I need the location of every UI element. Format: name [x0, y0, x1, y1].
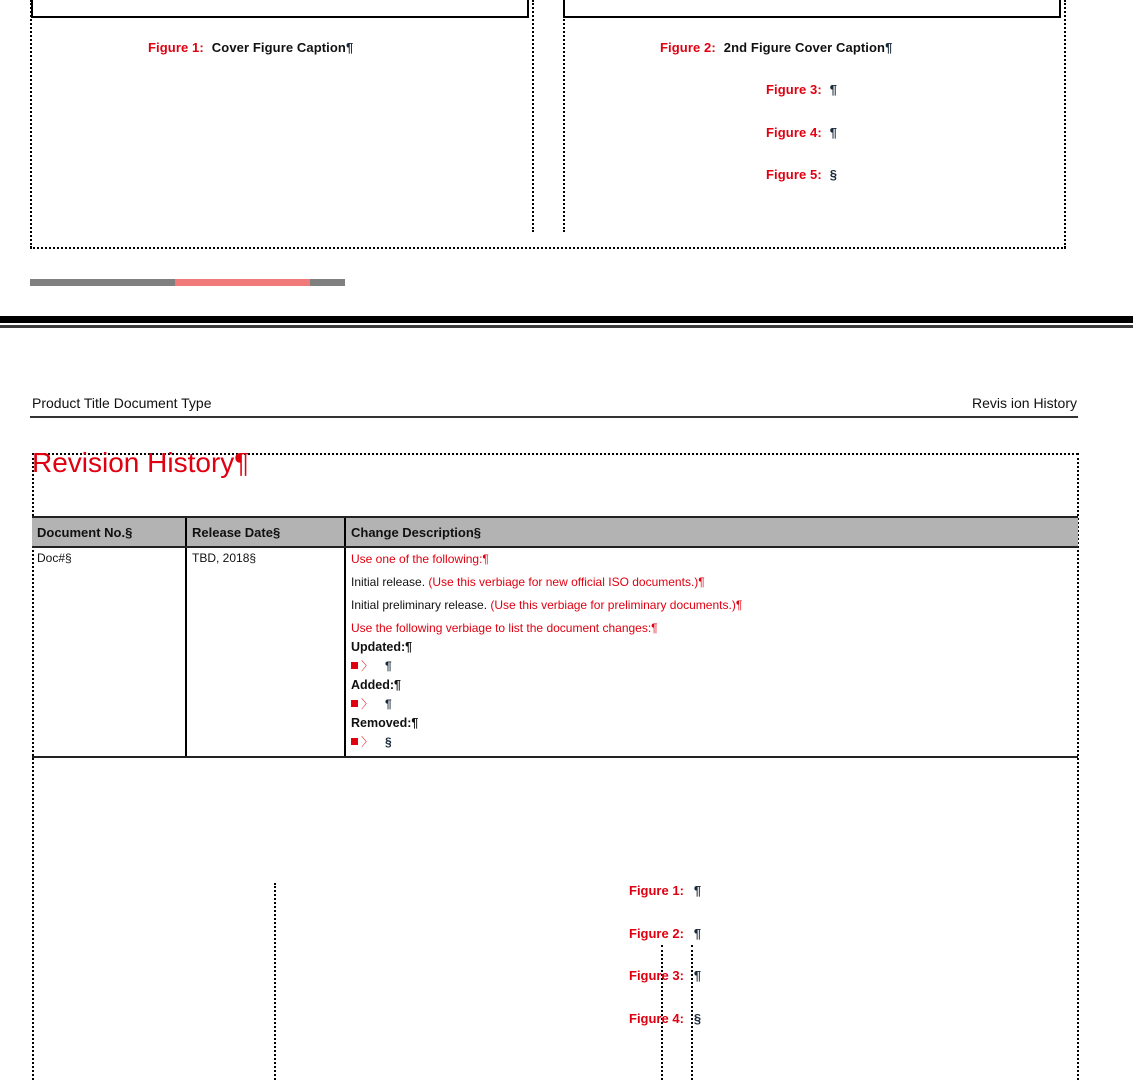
chevron-right-icon: 〉 — [361, 697, 374, 711]
running-header-right: Revis ion History — [971, 395, 1077, 411]
text-boundary-right — [1064, 0, 1066, 248]
column-header-document-no[interactable]: Document No.§ — [32, 517, 186, 547]
cover-figure-frame-2[interactable] — [563, 0, 1061, 18]
running-header-left: Product Title Document Type — [32, 395, 212, 411]
bullet-square-icon — [351, 738, 358, 745]
instruction-text: Use one of the following:¶ — [351, 552, 489, 566]
cell-document-no[interactable]: Doc#§ — [32, 547, 186, 757]
list-instruction-text: Use the following verbiage to list the document changes:¶ — [351, 621, 658, 635]
section-heading-added: Added:¶ — [351, 678, 401, 692]
cover-figure-frame-1[interactable] — [31, 0, 529, 18]
column-boundary-right-start — [563, 0, 565, 232]
cell-release-date[interactable]: TBD, 2018§ — [186, 547, 345, 757]
figure-caption-1[interactable]: Figure 1: ¶ — [629, 883, 702, 898]
column-boundary-left-end — [532, 0, 534, 232]
page-title[interactable]: Revision History¶ — [32, 447, 250, 478]
revision-history-table — [32, 516, 1078, 758]
page-break-divider-thin — [0, 325, 1133, 328]
frame-boundary — [274, 883, 276, 1080]
scroll-position-indicator[interactable] — [30, 279, 345, 286]
option-initial-release: Initial release. (Use this verbiage for new official ISO documents.)¶ — [351, 575, 705, 589]
section-heading-updated: Updated:¶ — [351, 640, 413, 654]
section-heading-removed: Removed:¶ — [351, 716, 419, 730]
header-rule — [30, 416, 1078, 418]
text-boundary-bottom — [30, 247, 1066, 249]
figure-caption-4[interactable]: Figure 4: ¶ — [766, 125, 838, 140]
figure-caption-3[interactable]: Figure 3: ¶ — [766, 82, 838, 97]
column-header-release-date[interactable]: Release Date§ — [186, 517, 345, 547]
scroll-position-highlight — [175, 279, 310, 286]
figure-caption-4[interactable]: Figure 4: § — [629, 1011, 702, 1026]
column-header-change-description[interactable]: Change Description§ — [345, 517, 1078, 547]
page-break-divider — [0, 316, 1133, 323]
chevron-right-icon: 〉 — [361, 659, 374, 673]
table-row — [32, 547, 1078, 757]
figure-caption-5[interactable]: Figure 5: § — [766, 167, 838, 182]
list-item: 〉 § — [351, 734, 1073, 753]
table-header-row — [32, 517, 1078, 547]
figure-caption-2[interactable]: Figure 2: ¶ — [629, 926, 702, 941]
figure-caption-1[interactable]: Figure 1: Cover Figure Caption¶ — [148, 40, 354, 55]
option-preliminary-release: Initial preliminary release. (Use this verbiage for preliminary documents.)¶ — [351, 598, 743, 612]
bullet-square-icon — [351, 700, 358, 707]
list-item: 〉 ¶ — [351, 658, 1073, 677]
cell-change-description[interactable] — [345, 547, 1078, 757]
list-item: 〉 ¶ — [351, 696, 1073, 715]
figure-caption-3[interactable]: Figure 3: ¶ — [629, 968, 702, 983]
chevron-right-icon: 〉 — [361, 735, 374, 749]
text-boundary-left — [30, 0, 32, 248]
figure-caption-2[interactable]: Figure 2: 2nd Figure Cover Caption¶ — [660, 40, 893, 55]
bullet-square-icon — [351, 662, 358, 669]
